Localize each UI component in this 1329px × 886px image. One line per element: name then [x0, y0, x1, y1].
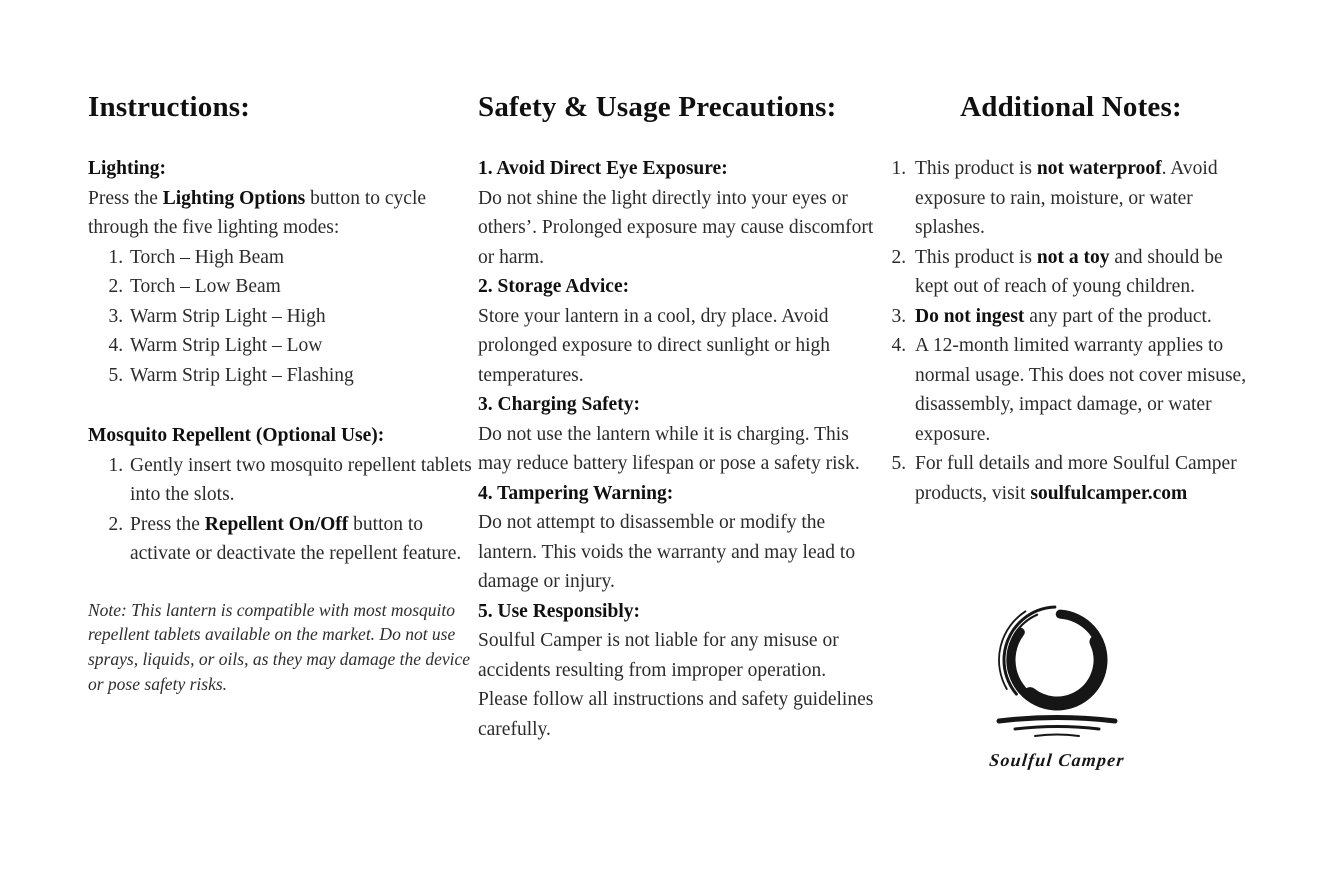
text-run: This product is [915, 246, 1037, 268]
text-run: Do not shine the light directly into your eyes or others’. Prolonged exposure may cause discomfort or harm. [478, 187, 874, 268]
list-item [128, 331, 472, 361]
list-item [911, 243, 1249, 302]
soulful-camper-logo [972, 588, 1142, 771]
text-run: Press the [130, 513, 205, 535]
paragraph [478, 302, 874, 391]
list-item [911, 449, 1249, 508]
paragraph [478, 420, 874, 479]
text-run: Warm Strip Light – Low [130, 335, 323, 356]
additional-notes-heading: Additional Notes: [960, 91, 1182, 123]
bold-text: not a toy [1036, 246, 1110, 268]
subheading: 1. Avoid Direct Eye Exposure: [478, 158, 728, 179]
text-run: . Avoid exposure to rain, moisture, or water splashes. [915, 158, 1218, 238]
text-run: button to activate or deactivate the repellent feature. [130, 513, 462, 564]
text-run: Torch – Low Beam [130, 276, 281, 297]
additional-notes-content [893, 154, 1249, 508]
list-item [128, 302, 472, 332]
ordered-list [88, 451, 472, 569]
subheading: 3. Charging Safety: [478, 394, 640, 415]
ordered-list [893, 154, 1249, 508]
instructions-heading: Instructions: [88, 91, 251, 123]
text-run: Do not use the lantern while it is charging. This may reduce battery lifespan or pose a safety risk. [478, 423, 860, 474]
list-item [911, 302, 1249, 332]
subheading: 4. Tampering Warning: [478, 482, 674, 504]
text-run: button to cycle through the five lighting modes: [88, 187, 427, 238]
column-additional-notes [893, 90, 1249, 508]
safety-content [478, 154, 874, 744]
enso-brush-circle-icon [977, 588, 1137, 748]
text-run: and should be kept out of reach of young children. [915, 246, 1223, 297]
list-item [128, 510, 472, 569]
paragraph [478, 184, 874, 273]
bold-text: Do not ingest [915, 305, 1025, 327]
text-run: Gently insert two mosquito repellent tablets into the slots. [130, 454, 472, 505]
safety-heading: Safety & Usage Precautions: [478, 91, 837, 123]
paragraph [88, 184, 472, 243]
list-item [128, 361, 472, 391]
logo-caption: Soulful Camper [988, 750, 1126, 770]
subheading: Mosquito Repellent (Optional Use): [88, 425, 385, 446]
list-item [128, 272, 472, 302]
text-run: Soulful Camper is not liable for any misuse or accidents resulting from improper operation. Please follow all instructions and safety guidelines carefully. [478, 630, 874, 740]
instructions-content [88, 154, 472, 697]
bold-text: Lighting Options [162, 187, 306, 209]
text-run: Warm Strip Light – Flashing [130, 364, 354, 386]
text-run: For full details and more Soulful Camper products, visit [915, 453, 1237, 504]
bold-text: Repellent On/Off [204, 513, 349, 535]
text-run: Warm Strip Light – High [130, 305, 326, 327]
subheading: 5. Use Responsibly: [478, 600, 640, 622]
bold-text: not waterproof [1036, 158, 1162, 179]
text-run: Store your lantern in a cool, dry place. Avoid prolonged exposure to direct sunlight or high temperatures. [478, 305, 831, 386]
note [88, 598, 472, 697]
list-item [128, 243, 472, 273]
column-instructions [88, 90, 472, 697]
text-run: Press the [88, 187, 163, 209]
list-item [128, 451, 472, 510]
paragraph [478, 626, 874, 744]
text-run: Note: This lantern is compatible with most mosquito repellent tablets available on the market. Do not use sprays, liquids, or oils, as they may damage the device or pose safety risks. [88, 599, 471, 694]
column-safety-precautions [478, 90, 874, 744]
paragraph [478, 508, 874, 597]
subheading: Lighting: [88, 158, 167, 179]
text-run: Torch – High Beam [130, 246, 285, 268]
text-run: any part of the product. [1024, 305, 1212, 327]
bold-text: soulfulcamper.com [1030, 482, 1188, 504]
list-item [911, 154, 1249, 243]
text-run: This product is [915, 158, 1037, 179]
list-item [911, 331, 1249, 449]
text-run: A 12-month limited warranty applies to normal usage. This does not cover misuse, disassembly, impact damage, or water exposure. [915, 335, 1247, 445]
ordered-list [88, 243, 472, 391]
subheading: 2. Storage Advice: [478, 276, 630, 297]
text-run: Do not attempt to disassemble or modify the lantern. This voids the warranty and may lead to damage or injury. [478, 512, 856, 592]
